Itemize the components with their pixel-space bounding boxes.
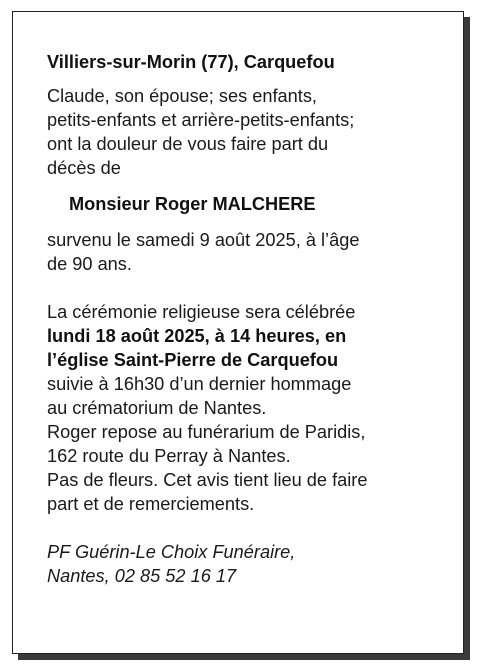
ceremony-line: Pas de fleurs. Cet avis tient lieu de faire	[47, 470, 368, 490]
ceremony-details	[47, 300, 427, 516]
death-line: de 90 ans.	[47, 254, 132, 274]
death-line: survenu le samedi 9 août 2025, à l’âge	[47, 230, 360, 250]
ceremony-date-place: l’église Saint-Pierre de Carquefou	[47, 350, 339, 370]
ceremony-line: 162 route du Perray à Nantes.	[47, 446, 291, 466]
family-announcement	[47, 84, 427, 180]
funeral-home-line: Nantes, 02 85 52 16 17	[47, 566, 237, 586]
funeral-home-line: PF Guérin-Le Choix Funéraire,	[47, 542, 296, 562]
ceremony-date-place: lundi 18 août 2025, à 14 heures, en	[47, 326, 347, 346]
ceremony-line: part et de remerciements.	[47, 494, 255, 514]
ceremony-line: suivie à 16h30 d’un dernier hommage	[47, 374, 352, 394]
obituary-content	[47, 50, 427, 588]
ceremony-intro: La cérémonie religieuse sera célébrée	[47, 302, 356, 322]
funeral-home	[47, 540, 427, 588]
death-details	[47, 228, 427, 276]
family-line: décès de	[47, 158, 121, 178]
family-line: ont la douleur de vous faire part du	[47, 134, 329, 154]
ceremony-line: au crématorium de Nantes.	[47, 398, 267, 418]
family-line: Claude, son épouse; ses enfants,	[47, 86, 317, 106]
family-line: petits-enfants et arrière-petits-enfants;	[47, 110, 355, 130]
deceased-name: Monsieur Roger MALCHERE	[69, 194, 316, 214]
ceremony-line: Roger repose au funérarium de Paridis,	[47, 422, 366, 442]
location-heading: Villiers-sur-Morin (77), Carquefou	[47, 52, 335, 72]
